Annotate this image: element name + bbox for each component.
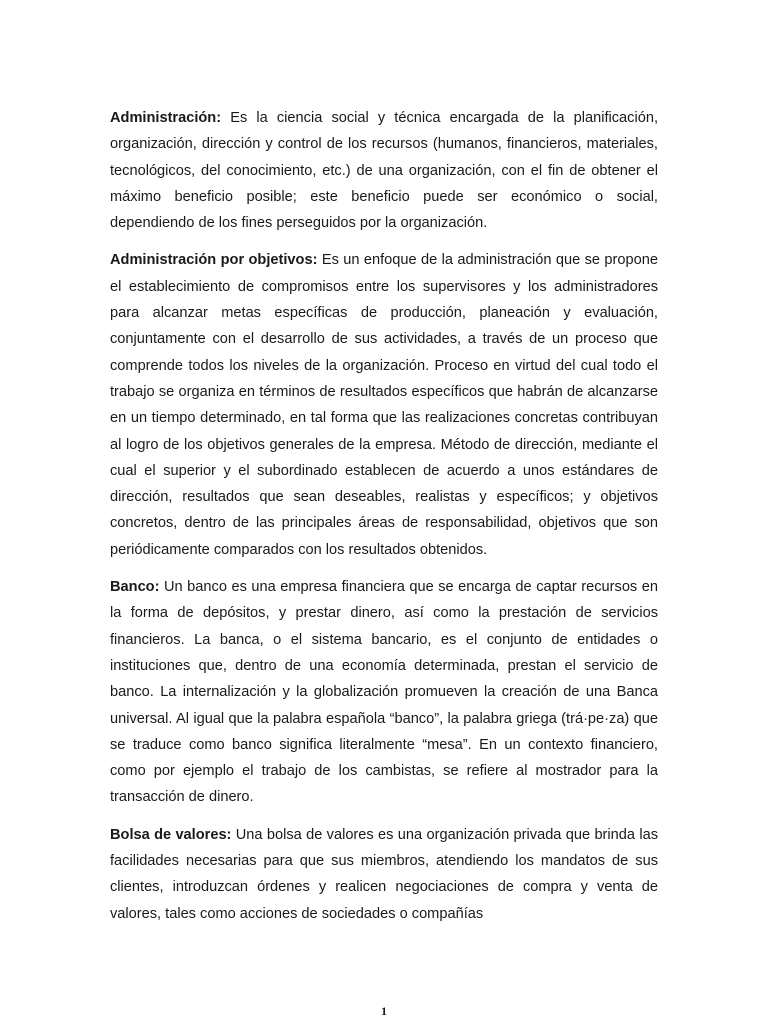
entry-definition: Una bolsa de valores es una organización privada que brinda las facilidades necesarias para que sus miembros, atendiendo los mandatos de sus clientes, introduzcan órdenes y realicen negociaciones de compra y venta de valores, tales como acciones de sociedades o compañías (110, 826, 659, 922)
document-page (110, 105, 658, 938)
entry-banco (110, 574, 658, 811)
entry-term: Administración por objetivos: (110, 252, 318, 269)
entry-administracion (110, 105, 658, 236)
entry-definition: Es la ciencia social y técnica encargada de la planificación, organización, dirección y control de los recursos (humanos, financieros, materiales, tecnológicos, del conocimiento, etc.) de una organización, con el fin de obtener el máximo beneficio posible; este beneficio puede ser económico o social, dependiendo de los fines perseguidos por la organización. (110, 110, 658, 232)
entry-term: Administración: (110, 110, 222, 126)
entry-administracion-por-objetivos (110, 247, 658, 563)
entry-term: Bolsa de valores: (110, 826, 232, 843)
entry-bolsa-de-valores (110, 822, 658, 927)
page-number: 1 (381, 1004, 387, 1018)
entry-term: Banco: (110, 579, 160, 596)
entry-definition: Es un enfoque de la administración que se propone el establecimiento de compromisos entre los supervisores y los administradores para alcanzar metas específicas de producción, planeación y evaluación, conjuntamente con el desarrollo de sus actividades, a través de un proceso que comprende todos los niveles de la organización. Proceso en virtud del cual todo el trabajo se organiza en términos de resultados específicos que habrán de alcanzarse en un tiempo determinado, en tal forma que las realizaciones concretas contribuyan al logro de los objetivos generales de la empresa. Método de dirección, mediante el cual el superior y el subordinado establecen de acuerdo a unos estándares de dirección, resultados que sean deseables, realistas y específicos; y objetivos concretos, dentro de las principales áreas de responsabilidad, objetivos que son periódicamente comparados con los resultados obtenidos. (110, 252, 658, 558)
entry-definition: Un banco es una empresa financiera que se encarga de captar recursos en la forma de depósitos, y prestar dinero, así como la prestación de servicios financieros. La banca, o el sistema bancario, es el conjunto de entidades o instituciones que, dentro de una economía determinada, prestan el servicio de banco. La internalización y la globalización promueven la creación de una Banca universal. Al igual que la palabra española “banco”, la palabra griega (trá·pe·za) que se traduce como banco significa literalmente “mesa”. En un contexto financiero, como por ejemplo el trabajo de los cambistas, se refiere al mostrador para la transacción de dinero. (110, 579, 658, 806)
